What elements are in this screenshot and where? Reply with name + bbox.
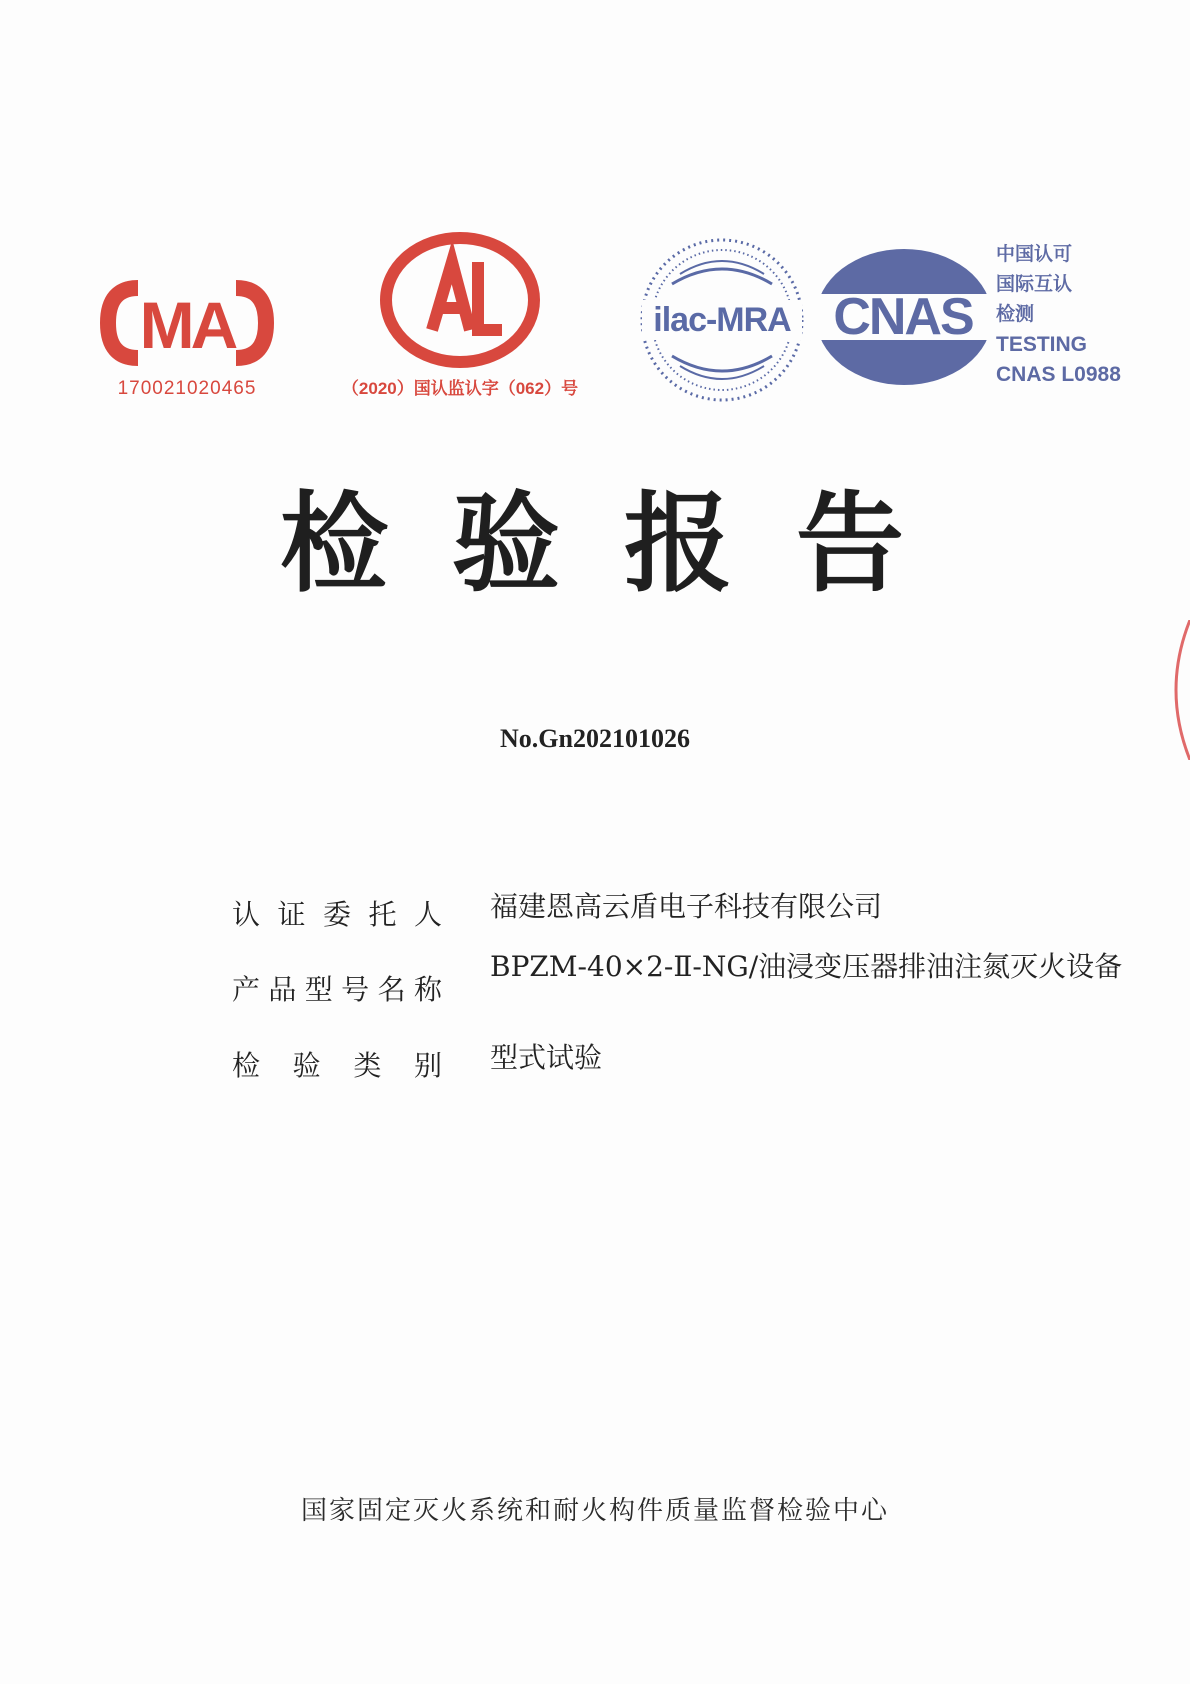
- cal-mark-icon: [374, 232, 546, 372]
- product-label: [232, 968, 442, 1008]
- product-label-text: 产 品 型 号 名 称: [232, 973, 442, 1006]
- inspection-type-label: [232, 1044, 442, 1084]
- svg-text:ilac-MRA: ilac-MRA: [653, 301, 791, 339]
- cnas-line-cn-2: 国际互认: [996, 274, 1073, 295]
- report-number: No.Gn202101026: [500, 724, 690, 753]
- cnas-line-cn-3: 检测: [996, 304, 1035, 325]
- cma-mark-icon: [98, 268, 276, 378]
- page-title: 检验报告: [279, 482, 968, 607]
- inspection-type-label-text: 检 验 类 别: [232, 1049, 442, 1082]
- cal-logo: [330, 232, 590, 412]
- client-value: 福建恩高云盾电子科技有限公司: [490, 890, 883, 923]
- client-label-text: 认 证 委 托 人: [232, 898, 442, 931]
- client-label: [232, 893, 442, 933]
- cnas-mark-icon: [812, 246, 994, 388]
- svg-text:CNAS: CNAS: [833, 288, 973, 346]
- seal-edge-icon: [1160, 620, 1190, 760]
- svg-text:MA: MA: [139, 288, 235, 362]
- cnas-line-number: CNAS L0988: [996, 363, 1121, 386]
- issuing-organization: 国家固定灭火系统和耐火构件质量监督检验中心: [300, 1496, 889, 1526]
- ilac-mra-logo: [636, 234, 808, 406]
- cma-logo: [98, 268, 276, 410]
- cal-number: （2020）国认监认字（062）号: [341, 379, 579, 398]
- product-value: BPZM-40×2-Ⅱ-NG/油浸变压器排油注氮灭火设备: [490, 950, 1123, 983]
- ilac-mra-mark-icon: [636, 234, 808, 406]
- cma-number: 170021020465: [117, 378, 257, 399]
- cnas-line-cn-1: 中国认可: [996, 244, 1073, 265]
- cnas-line-testing: TESTING: [996, 333, 1088, 356]
- cnas-accreditation-text: [996, 240, 1146, 390]
- inspection-type-value: 型式试验: [490, 1041, 603, 1074]
- cnas-logo: [812, 246, 994, 388]
